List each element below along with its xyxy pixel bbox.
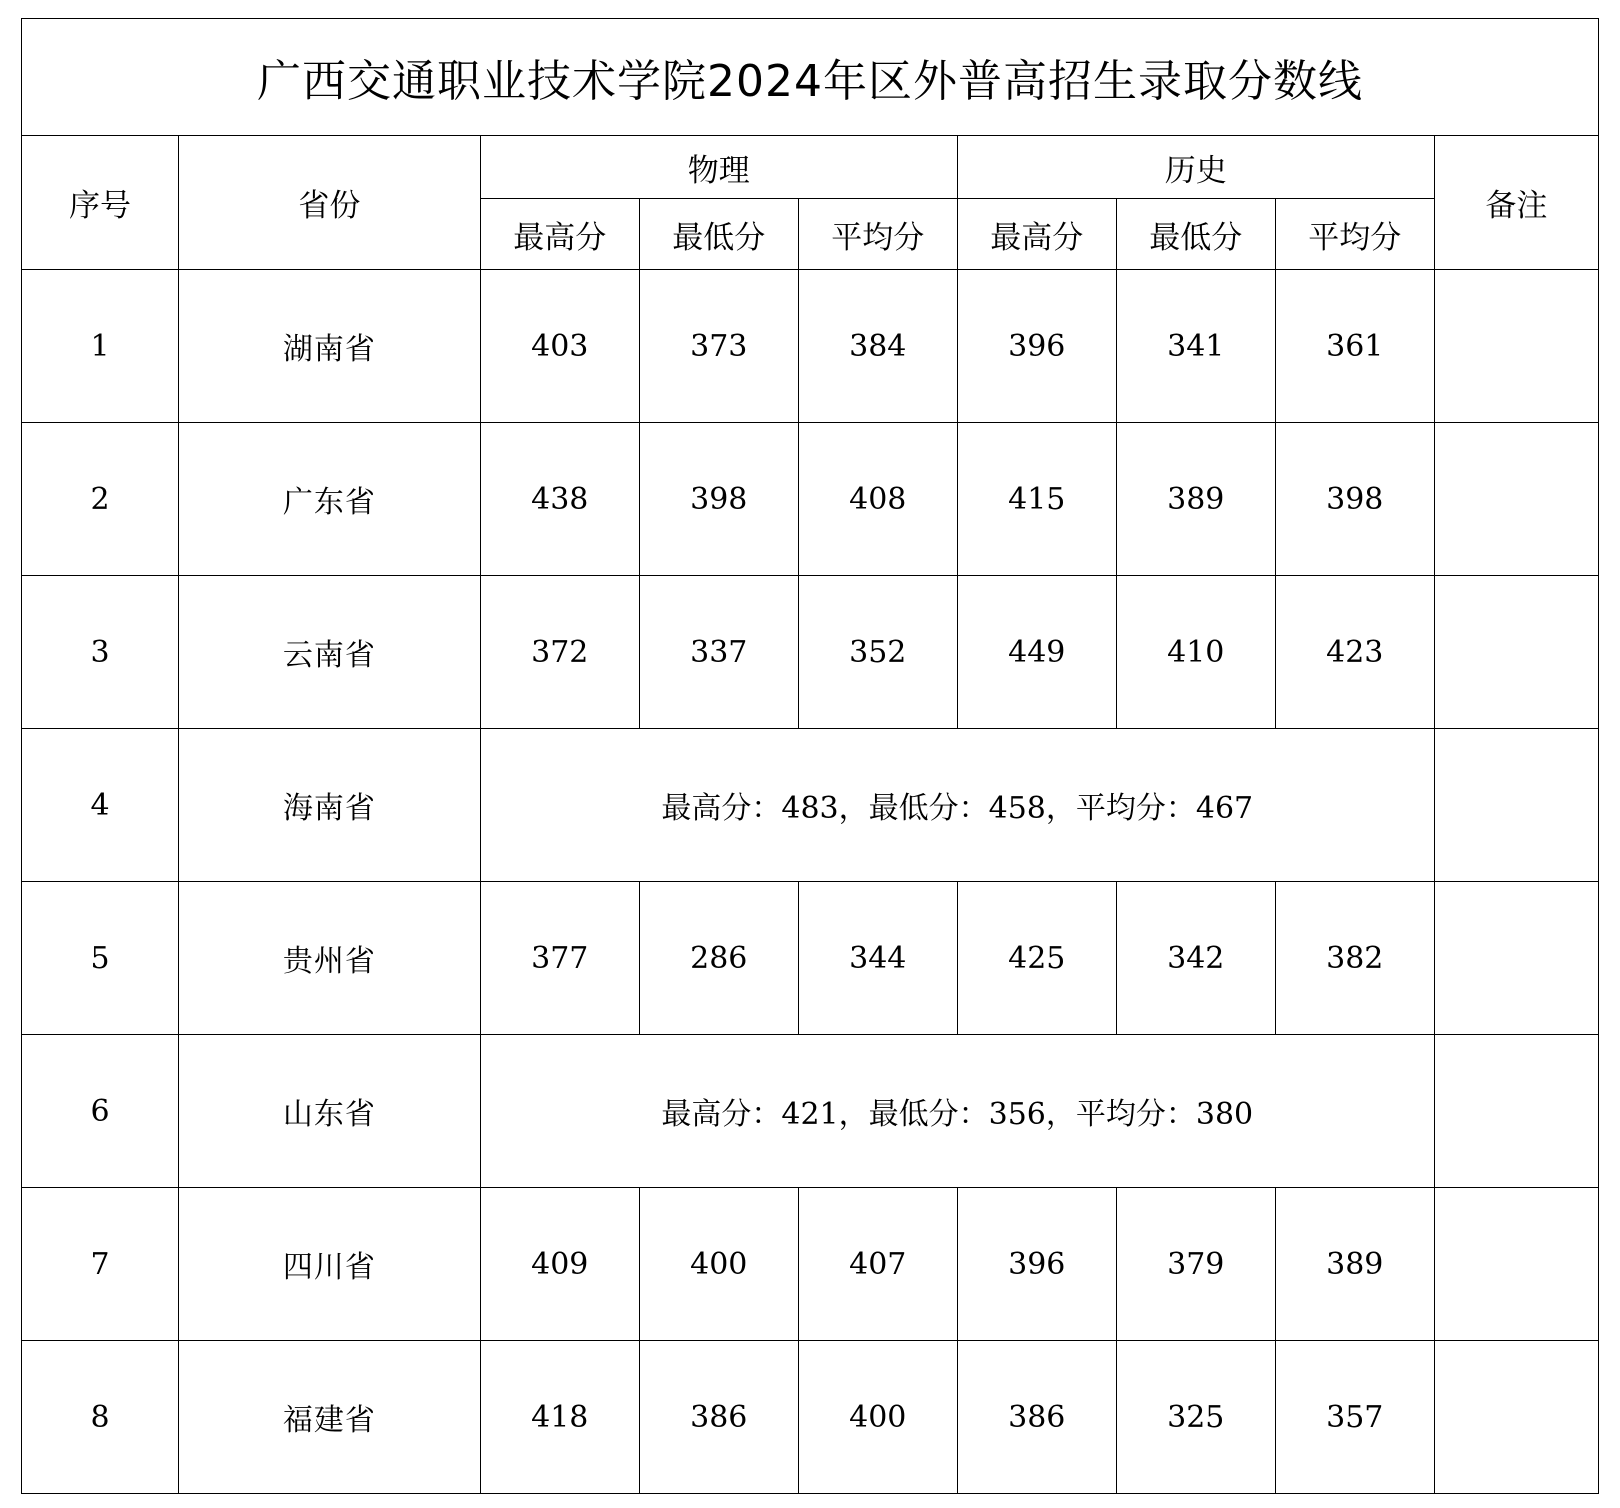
header-remark: 备注: [1434, 136, 1598, 270]
cell-merged-scores: 最高分：421，最低分：356，平均分：380: [480, 1035, 1434, 1188]
cell-history-avg: 382: [1275, 882, 1434, 1035]
header-physics-high: 最高分: [480, 199, 639, 270]
cell-history-high: 425: [957, 882, 1116, 1035]
row-index: 2: [22, 423, 179, 576]
row-province: 四川省: [178, 1188, 480, 1341]
row-province: 广东省: [178, 423, 480, 576]
cell-physics-high: 403: [480, 270, 639, 423]
cell-history-high: 396: [957, 270, 1116, 423]
cell-physics-low: 400: [639, 1188, 798, 1341]
cell-history-low: 325: [1116, 1341, 1275, 1494]
header-row-group: [22, 136, 1599, 199]
cell-remark: [1434, 1341, 1598, 1494]
cell-history-avg: 357: [1275, 1341, 1434, 1494]
cell-history-avg: 389: [1275, 1188, 1434, 1341]
cell-physics-high: 377: [480, 882, 639, 1035]
table-row: [22, 423, 1599, 576]
admission-score-table: [21, 18, 1599, 1494]
cell-physics-avg: 400: [798, 1341, 957, 1494]
title-row: [22, 19, 1599, 136]
cell-physics-high: 372: [480, 576, 639, 729]
cell-physics-high: 418: [480, 1341, 639, 1494]
header-province: 省份: [178, 136, 480, 270]
cell-history-avg: 423: [1275, 576, 1434, 729]
cell-history-high: 386: [957, 1341, 1116, 1494]
row-province: 海南省: [178, 729, 480, 882]
cell-physics-low: 373: [639, 270, 798, 423]
table-row: [22, 1188, 1599, 1341]
cell-physics-low: 398: [639, 423, 798, 576]
cell-remark: [1434, 882, 1598, 1035]
row-province: 贵州省: [178, 882, 480, 1035]
row-province: 山东省: [178, 1035, 480, 1188]
cell-remark: [1434, 576, 1598, 729]
row-index: 3: [22, 576, 179, 729]
row-province: 福建省: [178, 1341, 480, 1494]
header-group-history: 历史: [957, 136, 1434, 199]
table-row: [22, 1341, 1599, 1494]
cell-remark: [1434, 1188, 1598, 1341]
cell-history-low: 410: [1116, 576, 1275, 729]
row-index: 4: [22, 729, 179, 882]
table-row: [22, 882, 1599, 1035]
cell-history-low: 389: [1116, 423, 1275, 576]
table-row: [22, 576, 1599, 729]
row-index: 1: [22, 270, 179, 423]
cell-remark: [1434, 423, 1598, 576]
cell-physics-low: 386: [639, 1341, 798, 1494]
cell-history-low: 342: [1116, 882, 1275, 1035]
header-history-high: 最高分: [957, 199, 1116, 270]
header-physics-avg: 平均分: [798, 199, 957, 270]
row-index: 5: [22, 882, 179, 1035]
cell-physics-high: 409: [480, 1188, 639, 1341]
cell-physics-high: 438: [480, 423, 639, 576]
cell-physics-avg: 352: [798, 576, 957, 729]
header-history-low: 最低分: [1116, 199, 1275, 270]
cell-history-low: 341: [1116, 270, 1275, 423]
cell-history-low: 379: [1116, 1188, 1275, 1341]
cell-physics-avg: 407: [798, 1188, 957, 1341]
page-title: 广西交通职业技术学院2024年区外普高招生录取分数线: [22, 19, 1599, 136]
cell-merged-scores: 最高分：483，最低分：458，平均分：467: [480, 729, 1434, 882]
cell-physics-avg: 344: [798, 882, 957, 1035]
cell-remark: [1434, 729, 1598, 882]
header-group-physics: 物理: [480, 136, 957, 199]
cell-remark: [1434, 1035, 1598, 1188]
row-index: 6: [22, 1035, 179, 1188]
cell-history-high: 415: [957, 423, 1116, 576]
cell-physics-avg: 408: [798, 423, 957, 576]
cell-history-high: 396: [957, 1188, 1116, 1341]
row-index: 7: [22, 1188, 179, 1341]
row-index: 8: [22, 1341, 179, 1494]
header-history-avg: 平均分: [1275, 199, 1434, 270]
row-province: 云南省: [178, 576, 480, 729]
table-row: [22, 270, 1599, 423]
cell-physics-avg: 384: [798, 270, 957, 423]
cell-history-avg: 361: [1275, 270, 1434, 423]
table-row: [22, 729, 1599, 882]
cell-remark: [1434, 270, 1598, 423]
cell-physics-low: 286: [639, 882, 798, 1035]
row-province: 湖南省: [178, 270, 480, 423]
cell-physics-low: 337: [639, 576, 798, 729]
cell-history-high: 449: [957, 576, 1116, 729]
table-row: [22, 1035, 1599, 1188]
header-physics-low: 最低分: [639, 199, 798, 270]
header-index: 序号: [22, 136, 179, 270]
cell-history-avg: 398: [1275, 423, 1434, 576]
